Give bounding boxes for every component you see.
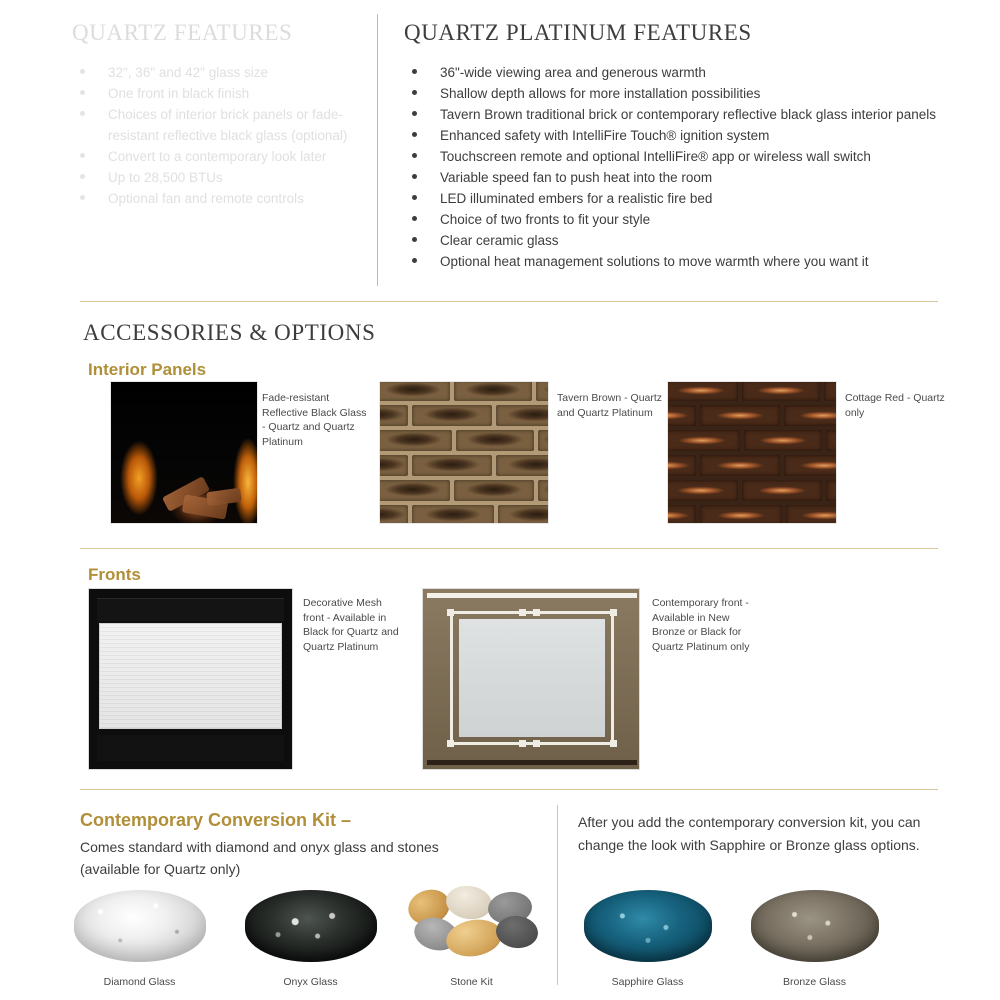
list-item — [404, 209, 949, 230]
front-item — [88, 588, 399, 773]
list-item — [404, 62, 949, 83]
cottage-red-brick-photo — [667, 381, 837, 524]
front-trim-bar — [449, 742, 615, 745]
front-trim-square — [519, 740, 526, 747]
conversion-kit-subtitle-line2: (available for Quartz only) — [80, 861, 241, 877]
bullet-icon — [412, 132, 417, 137]
bullet-icon — [80, 111, 85, 116]
list-item — [404, 104, 949, 125]
decorative-mesh-front-photo — [88, 588, 293, 770]
media-label: Onyx Glass — [283, 976, 338, 988]
front-bottom-band — [97, 735, 284, 761]
bottom-column-divider — [557, 805, 558, 985]
media-item-stone-kit — [404, 884, 539, 995]
interior-panel-item — [667, 381, 945, 526]
panel-caption: Fade-resistant Reflective Black Glass - Quartz and Quartz Platinum — [262, 392, 367, 448]
list-item-text: Optional heat management solutions to move warmth where you want it — [440, 254, 869, 269]
front-caption: Decorative Mesh front - Available in Black for Quartz and Quartz Platinum — [303, 597, 399, 653]
list-item — [404, 167, 949, 188]
list-item — [404, 251, 949, 272]
section-divider-top — [80, 301, 938, 302]
contemporary-front-photo — [422, 588, 640, 770]
list-item — [72, 62, 372, 83]
quartz-features-list — [72, 62, 372, 209]
media-item-bronze-glass — [747, 890, 882, 995]
front-bottom-trim — [427, 760, 637, 765]
conversion-kit-title: Contemporary Conversion Kit – — [80, 810, 352, 830]
bullet-icon — [80, 174, 85, 179]
bullet-icon — [80, 195, 85, 200]
section-divider-bottom — [80, 789, 938, 790]
bronze-glass-photo — [751, 890, 879, 962]
quartz-features-column — [72, 18, 372, 209]
media-label: Sapphire Glass — [611, 976, 684, 988]
section-divider-middle — [80, 548, 938, 549]
features-section — [0, 0, 1000, 296]
bullet-icon — [412, 237, 417, 242]
black-glass-panel-photo — [110, 381, 258, 524]
fronts-heading: Fronts — [88, 565, 141, 584]
conversion-kit-note-line1: After you add the contemporary conversion kit, you can — [578, 814, 921, 830]
front-trim-bar — [450, 611, 453, 745]
list-item — [404, 146, 949, 167]
stone-shape — [443, 883, 493, 922]
panel-caption: Cottage Red - Quartz only — [845, 392, 945, 419]
media-item-onyx-glass — [243, 890, 378, 995]
media-label: Bronze Glass — [782, 976, 847, 988]
stone-shape — [443, 915, 504, 960]
bullet-icon — [412, 195, 417, 200]
list-item — [72, 188, 372, 209]
quartz-platinum-features-column — [404, 18, 949, 272]
list-item-text: 36"-wide viewing area and generous warmth — [440, 65, 706, 80]
front-trim-bar — [611, 611, 614, 745]
bullet-icon — [412, 111, 417, 116]
list-item-text: Variable speed fan to push heat into the room — [440, 170, 713, 185]
list-item — [404, 230, 949, 251]
bullet-icon — [412, 258, 417, 263]
list-item-text: Touchscreen remote and optional IntelliFire® app or wireless wall switch — [440, 149, 871, 164]
panel-caption: Tavern Brown - Quartz and Quartz Platinum — [557, 392, 663, 419]
sapphire-glass-photo — [584, 890, 712, 962]
bullet-icon — [412, 216, 417, 221]
diamond-glass-photo — [74, 890, 206, 962]
bullet-icon — [412, 174, 417, 179]
stone-shape — [494, 914, 539, 950]
front-trim-square — [447, 740, 454, 747]
list-item — [72, 167, 372, 188]
quartz-features-title: QUARTZ FEATURES — [72, 20, 293, 45]
front-item — [422, 588, 750, 773]
list-item-text: Up to 28,500 BTUs — [108, 170, 223, 185]
conversion-kit-note-line2: change the look with Sapphire or Bronze glass options. — [578, 837, 920, 853]
list-item-text: LED illuminated embers for a realistic fire bed — [440, 191, 713, 206]
list-item — [72, 83, 372, 104]
list-item-text: Clear ceramic glass — [440, 233, 559, 248]
front-trim-square — [533, 609, 540, 616]
bullet-icon — [80, 69, 85, 74]
conversion-kit-subtitle-line1: Comes standard with diamond and onyx glass and stones — [80, 839, 439, 855]
interior-panel-item — [379, 381, 663, 526]
front-caption: Contemporary front - Available in New Bronze or Black for Quartz Platinum only — [652, 597, 750, 653]
onyx-glass-photo — [245, 890, 377, 962]
front-trim-square — [610, 609, 617, 616]
accessories-title: ACCESSORIES & OPTIONS — [83, 320, 376, 345]
bullet-icon — [412, 153, 417, 158]
list-item-text: Convert to a contemporary look later — [108, 149, 327, 164]
list-item — [404, 125, 949, 146]
list-item — [72, 146, 372, 167]
list-item — [404, 83, 949, 104]
front-mesh-screen — [99, 623, 282, 729]
front-trim-square — [610, 740, 617, 747]
media-label: Stone Kit — [450, 976, 493, 988]
media-item-diamond-glass — [72, 890, 207, 995]
bullet-icon — [412, 90, 417, 95]
list-item-text: Shallow depth allows for more installation possibilities — [440, 86, 761, 101]
bullet-icon — [412, 69, 417, 74]
quartz-platinum-features-title: QUARTZ PLATINUM FEATURES — [404, 20, 752, 45]
list-item-text: Choice of two fronts to fit your style — [440, 212, 651, 227]
front-trim-square — [447, 609, 454, 616]
conversion-kit-note — [578, 811, 938, 857]
column-divider — [377, 14, 378, 286]
list-item-text: Tavern Brown traditional brick or contemporary reflective black glass interior panels — [440, 107, 936, 122]
media-label: Diamond Glass — [103, 976, 176, 988]
bullet-icon — [80, 153, 85, 158]
list-item-text: 32", 36" and 42" glass size — [108, 65, 268, 80]
front-trim-bar — [449, 611, 615, 614]
quartz-platinum-features-list — [404, 62, 949, 272]
front-top-band — [97, 598, 284, 621]
list-item-text: Choices of interior brick panels or fade-resistant reflective black glass (optional) — [108, 107, 348, 143]
list-item — [72, 104, 372, 146]
conversion-kit-subtitle — [80, 836, 550, 880]
front-trim-square — [533, 740, 540, 747]
front-glass — [459, 619, 605, 737]
media-item-sapphire-glass — [580, 890, 715, 995]
front-trim-square — [519, 609, 526, 616]
log-shape — [206, 488, 242, 507]
list-item-text: Optional fan and remote controls — [108, 191, 304, 206]
interior-panel-item — [110, 381, 370, 526]
list-item-text: One front in black finish — [108, 86, 250, 101]
bullet-icon — [80, 90, 85, 95]
list-item-text: Enhanced safety with IntelliFire Touch® ignition system — [440, 128, 770, 143]
interior-panels-heading: Interior Panels — [88, 360, 207, 379]
list-item — [404, 188, 949, 209]
tavern-brown-brick-photo — [379, 381, 549, 524]
stone-kit-photo — [404, 884, 540, 962]
front-top-trim — [427, 593, 637, 598]
